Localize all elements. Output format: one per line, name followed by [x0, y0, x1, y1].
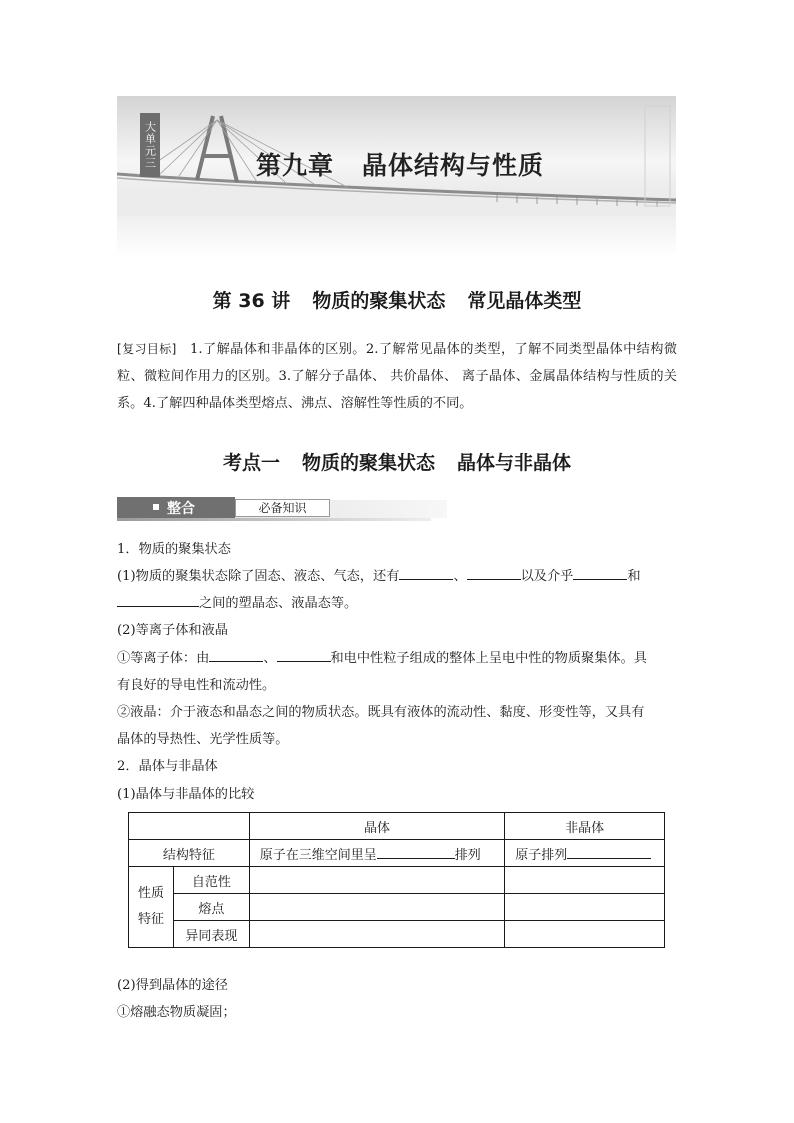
comparison-table	[128, 812, 665, 948]
table-row	[129, 921, 665, 948]
row-header-self-shaping: 自范性	[173, 867, 249, 894]
p3-text-a: ①等离子体：由	[117, 651, 210, 666]
section-title-b: 晶体与非晶体	[457, 452, 572, 474]
p1-text-d: 和	[627, 569, 641, 584]
chapter-title	[256, 146, 544, 182]
p3-text-c: 和电中性粒子组成的整体上呈电中性的物质聚集体。具	[330, 651, 647, 666]
row-header-structure: 结构特征	[129, 840, 250, 867]
section-title-a: 物质的聚集状态	[301, 452, 435, 474]
table-header-row	[129, 813, 665, 840]
section-title	[0, 448, 794, 475]
section-number: 考点一	[222, 452, 280, 474]
fill-blank[interactable]	[567, 844, 651, 859]
fill-blank[interactable]	[573, 564, 627, 580]
col-header-crystal: 晶体	[249, 813, 504, 840]
paragraph-3-line-2: 有良好的导电性和流动性。	[117, 678, 276, 693]
answer-cell[interactable]	[505, 894, 665, 921]
p1-text-c: 以及介乎	[520, 569, 574, 584]
answer-cell[interactable]	[505, 867, 665, 894]
p1-text-a: (1)物质的聚集状态除了固态、液态、气态，还有	[117, 569, 400, 584]
chapter-number: 第九章	[256, 151, 335, 180]
table-row	[129, 894, 665, 921]
cell-structure-crystal	[249, 840, 504, 867]
answer-cell[interactable]	[249, 894, 504, 921]
section-bar-tag: 必备知识	[235, 499, 330, 517]
row-header-anisotropy: 异同表现	[173, 921, 249, 948]
heading-1: 1．物质的聚集状态	[117, 542, 231, 557]
fill-blank[interactable]	[209, 646, 263, 662]
paragraph-2: (2)等离子体和液晶	[117, 623, 228, 638]
section-bar-label: 整合	[167, 501, 195, 517]
review-goals-tag: [复习目标]	[117, 342, 177, 356]
paragraph-5: (1)晶体与非晶体的比较	[117, 787, 255, 802]
review-goals-text: 1.了解晶体和非晶体的区别。2.了解常见晶体的类型，了解不同类型晶体中结构微粒、微粒间作用力的区别。3.了解分子晶体、 共价晶体、 离子晶体、金属晶体结构与性质的关系。4.了解四种晶体类型熔点、沸点、溶解性等性质的不同。	[117, 342, 677, 411]
p1-text-e: 之间的塑晶态、液晶态等。	[199, 596, 358, 611]
fill-blank[interactable]	[277, 646, 331, 662]
paragraph-4-line-1: ②液晶：介于液态和晶态之间的物质状态。既具有液体的流动性、黏度、形变性等，又具有	[117, 705, 645, 720]
bar-underline	[117, 518, 431, 521]
cell-structure-noncrystal	[505, 840, 665, 867]
row-group-header: 性质特征	[129, 867, 174, 948]
paragraph-3-line-1	[117, 645, 677, 672]
section-bar	[117, 497, 431, 521]
paragraph-1-line-2	[117, 590, 677, 617]
table-row	[129, 840, 665, 867]
structure-crystal-text-b: 排列	[454, 847, 481, 863]
structure-crystal-text-a: 原子在三维空间里呈	[259, 847, 377, 863]
fill-blank[interactable]	[467, 564, 521, 580]
fill-blank[interactable]	[377, 844, 455, 859]
paragraph-7: ①熔融态物质凝固；	[117, 1005, 236, 1020]
p1-text-b: 、	[453, 569, 467, 584]
p3-text-b: 、	[263, 651, 277, 666]
table-corner-cell	[129, 813, 250, 840]
paragraph-6: (2)得到晶体的途径	[117, 978, 228, 993]
structure-noncrystal-text: 原子排列	[515, 847, 568, 863]
unit-tag: 大单元三	[140, 113, 160, 177]
table-row	[129, 867, 665, 894]
square-bullet-icon	[153, 504, 159, 510]
review-goals	[117, 336, 677, 417]
banner-shadow	[117, 216, 676, 256]
fill-blank[interactable]	[399, 564, 453, 580]
chapter-name: 晶体结构与性质	[362, 151, 545, 180]
answer-cell[interactable]	[505, 921, 665, 948]
paragraph-1-line-1	[117, 563, 677, 590]
heading-2: 2．晶体与非晶体	[117, 759, 218, 774]
lecture-number: 第 36 讲	[212, 290, 291, 312]
lecture-title	[0, 286, 794, 313]
col-header-noncrystal: 非晶体	[505, 813, 665, 840]
paragraph-4-line-2: 晶体的导热性、光学性质等。	[117, 732, 289, 747]
lecture-title-a: 物质的聚集状态	[312, 290, 446, 312]
answer-cell[interactable]	[249, 867, 504, 894]
fill-blank[interactable]	[117, 591, 199, 607]
lecture-title-b: 常见晶体类型	[467, 290, 582, 312]
answer-cell[interactable]	[249, 921, 504, 948]
row-header-melting-point: 熔点	[173, 894, 249, 921]
